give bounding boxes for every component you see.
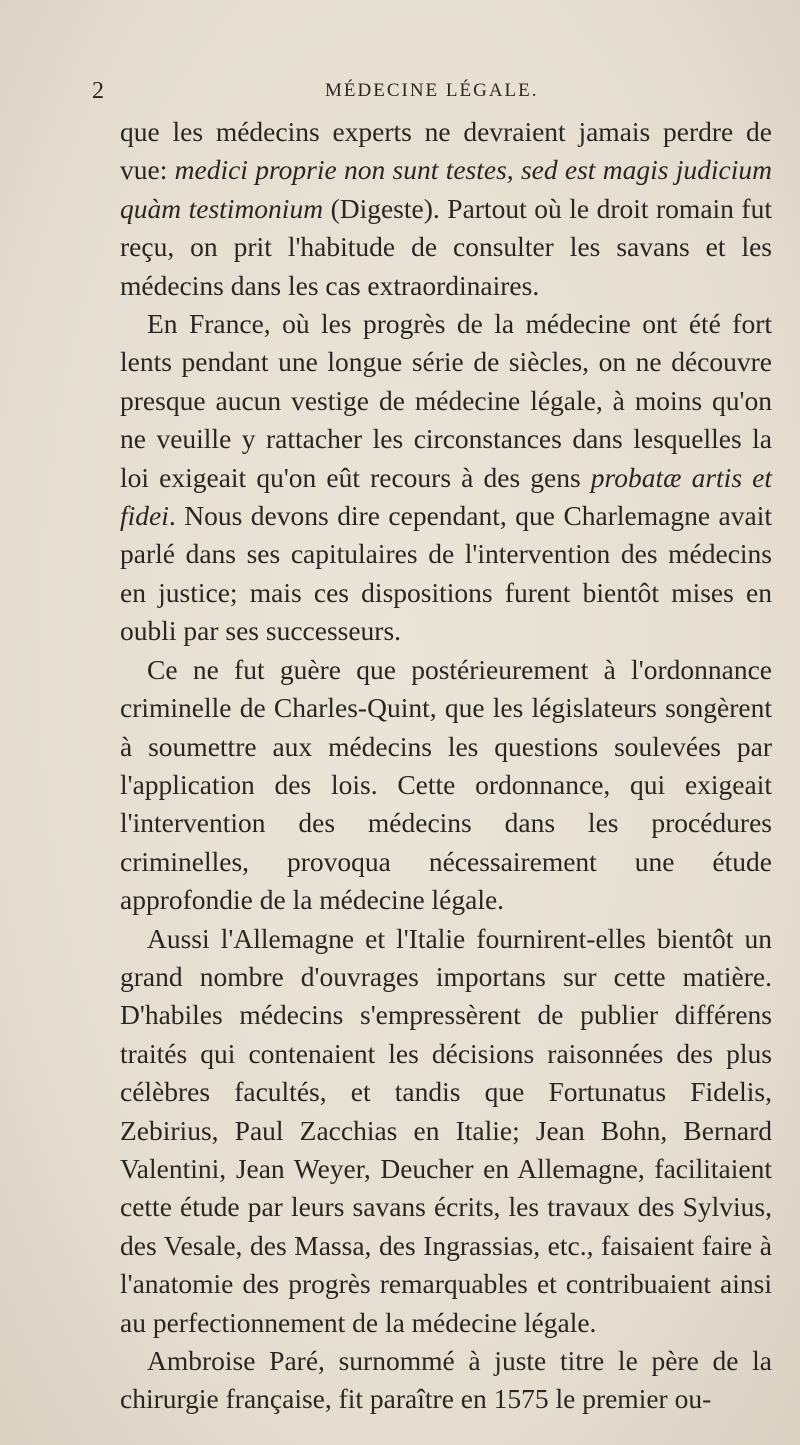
text-run: Aussi l'Allemagne et l'Italie fournirent-elles bientôt un grand nombre d'ouvrages importans sur cette matière. D'habiles médecins s'empressèrent de publier différens traités qui contenaient les décisions raisonnées des plus célèbres facultés, et tandis que Fortunatus Fidelis, Zebirius, Paul Zacchias en Italie; Jean Bohn, Bernard Valentini, Jean Weyer, Deucher en Allemagne, facilitaient cette étude par leurs savans écrits, les travaux des Sylvius, des Vesale, des Massa, des Ingrassias, etc., faisaient faire à l'anatomie des progrès remarquables et contribuaient ainsi au perfectionnement de la médecine légale.: [120, 922, 772, 1338]
text-run: que les médecins experts ne devraient jamais perdre de vue:: [120, 116, 772, 186]
paragraph: [120, 1342, 772, 1419]
text-run: En France, où les progrès de la médecine ont été fort lents pendant une longue série de siècles, on ne découvre presque aucun vestige de médecine légale, à moins qu'on ne veuille y rattacher les circonstances dans lesquelles la loi exigeait qu'on eût recours à des gens: [120, 308, 772, 493]
body-text: [120, 113, 772, 1419]
text-run: . Nous devons dire cependant, que Charlemagne avait parlé dans ses capitulaires de l'intervention des médecins en justice; mais ces dispositions furent bientôt mises en oubli par ses successeurs.: [120, 500, 772, 647]
latin-phrase: medici proprie non sunt testes, sed est magis judicium quàm testimonium: [120, 154, 772, 224]
text-run: Ambroise Paré, surnommé à juste titre le père de la chirurgie française, fit paraître en 1575 le premier ou-: [120, 1345, 772, 1415]
running-head: [0, 78, 800, 108]
paragraph: [120, 920, 772, 1342]
paragraph: [120, 305, 772, 651]
text-run: Ce ne fut guère que postérieurement à l'ordonnance criminelle de Charles-Quint, que les législateurs songèrent à soumettre aux médecins les questions soulevées par l'application des lois. Cette ordonnance, qui exigeait l'intervention des médecins dans les procédures criminelles, provoqua nécessairement une étude approfondie de la médecine légale.: [120, 653, 772, 916]
text-run: (Digeste). Partout où le droit romain fut reçu, on prit l'habitude de consulter les savans et les médecins dans les cas extraordinaires.: [120, 192, 772, 301]
paragraph: [120, 113, 772, 305]
latin-phrase: probatæ artis et fidei: [120, 461, 772, 532]
paragraph: [120, 651, 772, 920]
page-number: 2: [92, 78, 104, 104]
running-title: MÉDECINE LÉGALE.: [325, 80, 539, 101]
